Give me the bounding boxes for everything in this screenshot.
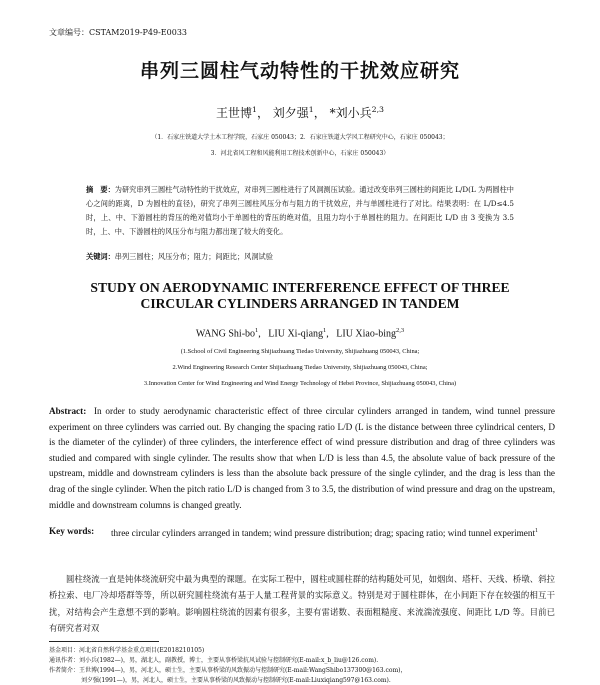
english-abstract-label: Abstract:	[49, 406, 87, 416]
english-affiliation: 3.Innovation Center for Wind Engineering and Wind Energy Technology of Hebei Province, Shijiazhuang 050043, China)	[143, 380, 457, 387]
chinese-keywords-label: 关键词：	[86, 252, 115, 261]
footnote-funding: 基金项目：河北省自然科学基金重点项目(E2018210105)	[49, 647, 205, 654]
english-title-line: CIRCULAR CYLINDERS ARRANGED IN TANDEM	[140, 296, 460, 311]
english-title-line: STUDY ON AERODYNAMIC INTERFERENCE EFFECT OF THREE	[90, 280, 510, 295]
footnote-author-bio: 作者简介：王世博(1994—)，男，河北人，硕士生，主要从事桥梁的风致振动与控制研究(E-mail:WangShibo137300@163.com)，	[49, 667, 407, 674]
chinese-affiliation: （1．石家庄铁道大学土木工程学院，石家庄 050043；2．石家庄铁道大学风工程研究中心，石家庄 050043；	[151, 134, 449, 141]
keywords-footnote-mark: 1	[535, 528, 539, 534]
footnote-author-bio: 刘夕强(1991—)，男，河北人，硕士生，主要从事桥梁的风致振动与控制研究(E-mail:Liuxiqiang597@163.com).	[81, 677, 391, 684]
english-keywords-text: three circular cylinders arranged in tandem; wind pressure distribution; drag; spacing ratio; wind tunnel experiment	[111, 528, 536, 539]
author-name: *刘小兵	[329, 106, 372, 120]
english-keywords-text-wrap	[111, 524, 555, 542]
author-affiliation-mark: 1	[323, 327, 327, 334]
chinese-authors: 王世博$^1$， 刘夕强$^1$， *刘小兵$^{2,3}$	[215, 105, 385, 120]
english-keywords	[49, 524, 555, 542]
english-authors: WANG Shi-$bo^1$, LIU Xi-qiang$^1$, LIU Xiao-bing$^{2,3}$	[195, 327, 405, 340]
article-number: 文章编号：CSTAM2019-P49-E0033	[49, 28, 187, 37]
author-affiliation-mark: 1	[308, 105, 314, 114]
footnote-divider	[49, 641, 159, 642]
body-paragraph: 圆柱绕流一直是钝体绕流研究中最为典型的课题。在实际工程中，圆柱或圆柱群的结构随处可见，如烟囱、塔杆、天线、桥墩、斜拉桥拉索、电厂冷却塔群等等，所以研究圆柱绕流有基于人量工程背景的实际意义。特别是对于圆柱群体，在小间距下存在较强的相互干扰，对结构会产生意想不到的影响。影响圆柱绕流的因素有很多，主要有雷诺数、表面粗糙度、来流湍流强度、间距比 L/D 等。目前已有研究者对双	[49, 574, 555, 634]
english-abstract-text: In order to study aerodynamic characteristic effect of three circular cylinders arranged in tandem, wind tunnel pressure experiment on three cylinders was carried out. By changing the spacing ratio L/D (L is the distance between three cylindrical centers, D is the diameter of the cylinder) of three cylinders, the interference effect of wind pressure distribution and drag of three cylinders was studied and compared with single cylinder. The results show that when L/D is less than 4.5, the absolute value of back pressure of the upstream, middle and downstream cylinders is less than the absolute back pressure of the single cylinder, and the drag is less than the drag of the single cylinder. When the pitch ratio L/D is changed from 3 to 3.5, the distribution of wind pressure and drag on the upstream, middle and downstream columns is changed greatly.	[49, 406, 555, 510]
author-affiliation-mark: 2,3	[371, 105, 385, 114]
english-title	[0, 280, 600, 312]
author-name: LIU Xi-qiang	[268, 328, 324, 340]
chinese-affiliation: 3．河北省风工程和风能利用工程技术创新中心，石家庄 050043）	[210, 150, 390, 157]
author-name: WANG Shi-bo	[195, 328, 256, 340]
chinese-abstract-text: 为研究串列三圆柱气动特性的干扰效应，对串列三圆柱进行了风洞测压试验。通过改变串列三圆柱的间距比 L/D(L 为两圆柱中心之间的距离，D 为圆柱的直径)，研究了串列三圆柱风压分布与阻力的干扰效应，并与单圆柱进行了对比。结果表明：在 L/D≤4.5 时，上、中、下游圆柱的背压的绝对值均小于单圆柱的背压的绝对值，且阻力均小于单圆柱的阻力。在间距比 L/D 由 3 变换为 3.5 时，上、中、下游圆柱的风压分布与阻力都出现了较大的变化。	[86, 185, 514, 236]
author-affiliation-mark: 2,3	[395, 327, 405, 334]
chinese-title: 串列三圆柱气动特性的干扰效应研究	[139, 60, 460, 82]
author-name: LIU Xiao-bing	[336, 328, 396, 340]
author-name: 刘夕强	[272, 106, 309, 120]
author-affiliation-mark: 1	[251, 105, 257, 114]
chinese-abstract	[86, 183, 514, 239]
english-affiliation: 2.Wind Engineering Research Center Shijiazhuang Tiedao University, Shijiazhuang 050043, China;	[172, 364, 428, 371]
author-name: 王世博	[215, 106, 252, 120]
english-keywords-label: Key words:	[49, 526, 95, 536]
author-affiliation-mark: 1	[255, 327, 259, 334]
english-affiliation: (1.School of Civil Engineering Shijiazhuang Tiedao University, Shijiazhuang 050043, China;	[180, 348, 420, 355]
chinese-abstract-label: 摘 要：	[86, 185, 115, 194]
chinese-keywords-text: 串列三圆柱；风压分布；阻力；间距比；风洞试验	[114, 252, 273, 261]
chinese-keywords	[86, 252, 273, 262]
footnote-corresponding-author: 通讯作者：刘小兵(1982—)，男，湖北人，副教授，博士，主要从事桥梁抗风试验与控制研究(E-mail:x_b_liu@126.com).	[49, 657, 379, 664]
english-abstract	[49, 404, 555, 513]
